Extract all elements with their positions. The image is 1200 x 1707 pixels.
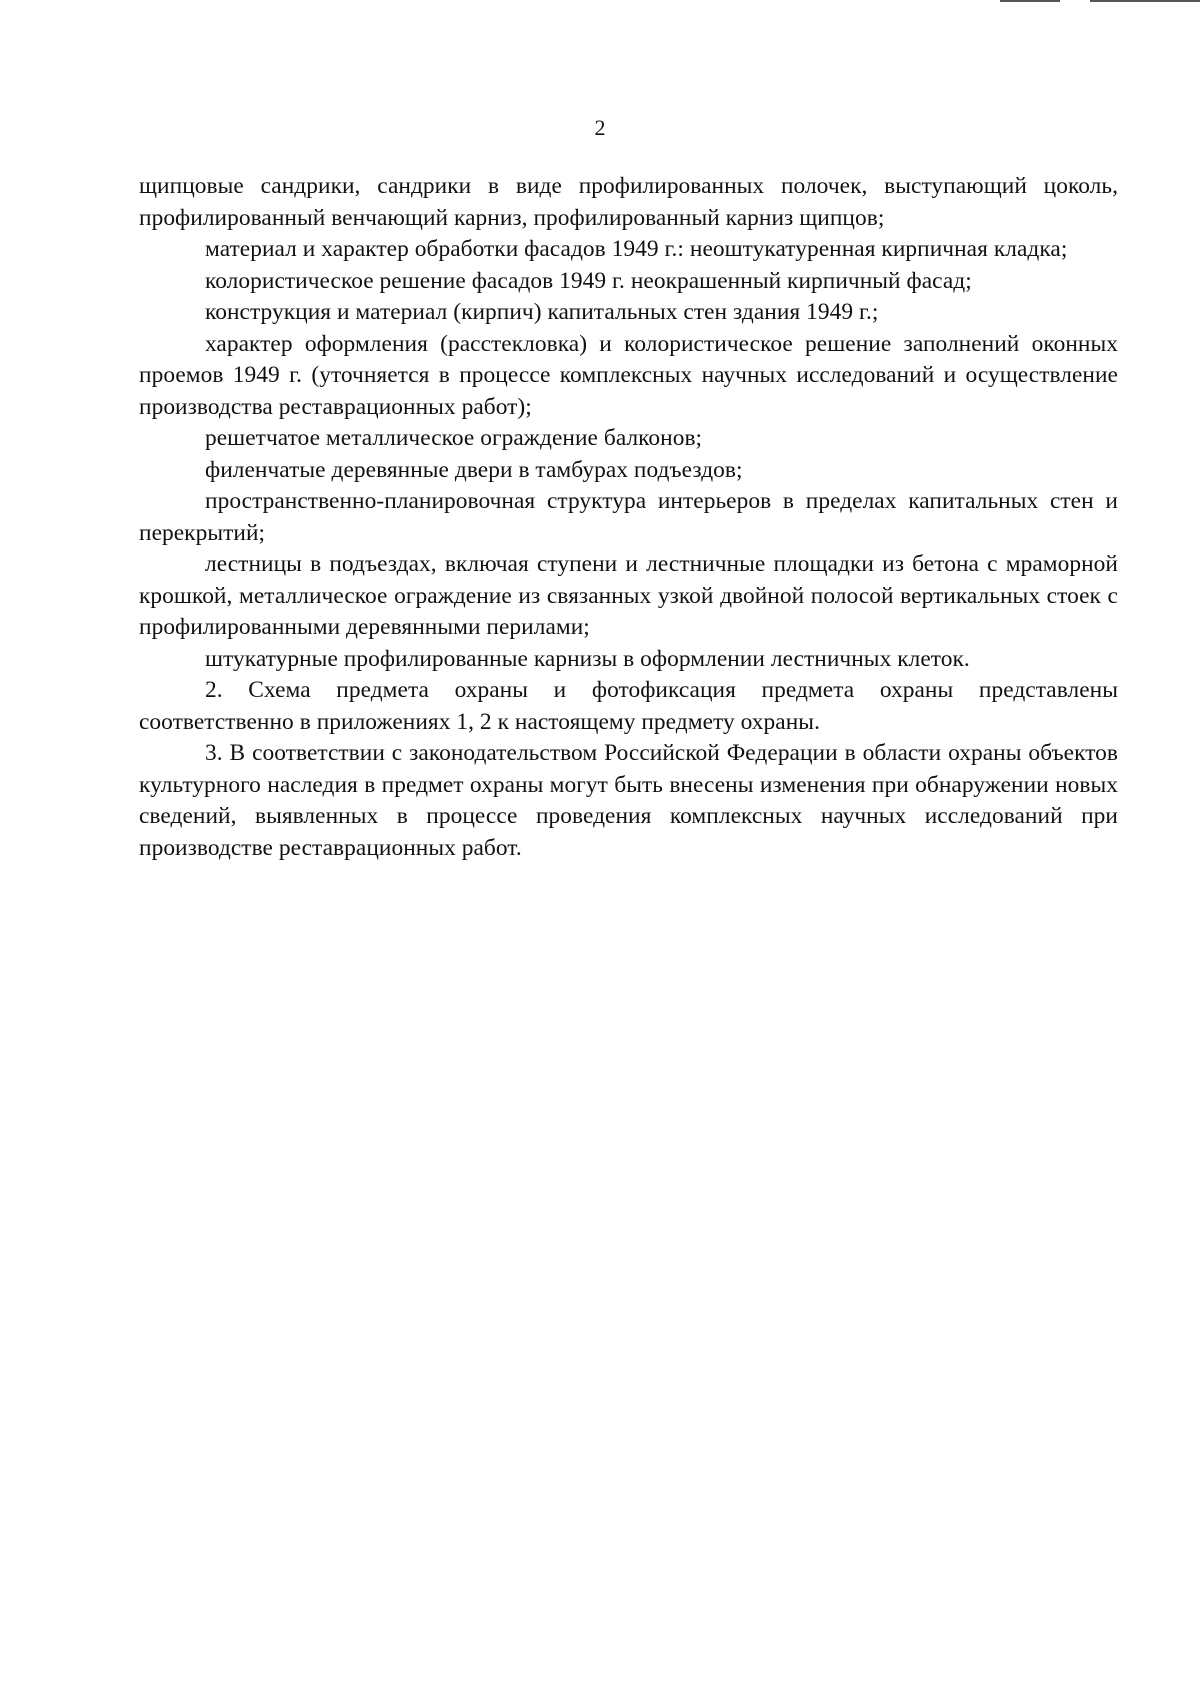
page-number: 2: [594, 115, 606, 140]
paragraph: конструкция и материал (кирпич) капитальных стен здания 1949 г.;: [205, 299, 879, 325]
paragraph: филенчатые деревянные двери в тамбурах подъездов;: [205, 456, 743, 483]
scan-edge-mark: [1000, 0, 1060, 2]
scan-edge-mark: [1090, 0, 1200, 2]
paragraph: характер оформления (расстекловка) и колористическое решение заполнений оконных проемов 1949 г. (уточняется в процессе комплексных научных исследований и осуществление производства реставрационных работ);: [139, 330, 1118, 420]
paragraph-item-2: 2. Схема предмета охраны и фотофиксация предмета охраны представлены соответственно в приложениях 1, 2 к настоящему предмету охраны.: [139, 677, 1118, 735]
paragraph: решетчатое металлическое ограждение балконов;: [205, 425, 703, 451]
paragraph: пространственно-планировочная структура интерьеров в пределах капитальных стен и перекрытий;: [139, 488, 1118, 546]
paragraph: штукатурные профилированные карнизы в оформлении лестничных клеток.: [205, 645, 970, 672]
paragraph: лестницы в подъездах, включая ступени и лестничные площадки из бетона с мраморной крошкой, металлическое ограждение из связанных узкой двойной полосой вертикальных стоек с профилированными деревянными перилами;: [139, 551, 1118, 640]
paragraph: колористическое решение фасадов 1949 г. неокрашенный кирпичный фасад;: [205, 267, 972, 294]
paragraph-continuation: щипцовые сандрики, сандрики в виде профилированных полочек, выступающий цоколь, профилированный венчающий карниз, профилированный карниз щипцов;: [139, 173, 1118, 231]
paragraph: материал и характер обработки фасадов 1949 г.: неоштукатуренная кирпичная кладка;: [205, 236, 1068, 262]
paragraph-item-3: 3. В соответствии с законодательством Российской Федерации в области охраны объектов культурного наследия в предмет охраны могут быть внесены изменения при обнаружении новых сведений, выявленных в процессе проведения комплексных научных исследований при производстве реставрационных работ.: [139, 740, 1118, 861]
document-body: [139, 171, 1118, 864]
